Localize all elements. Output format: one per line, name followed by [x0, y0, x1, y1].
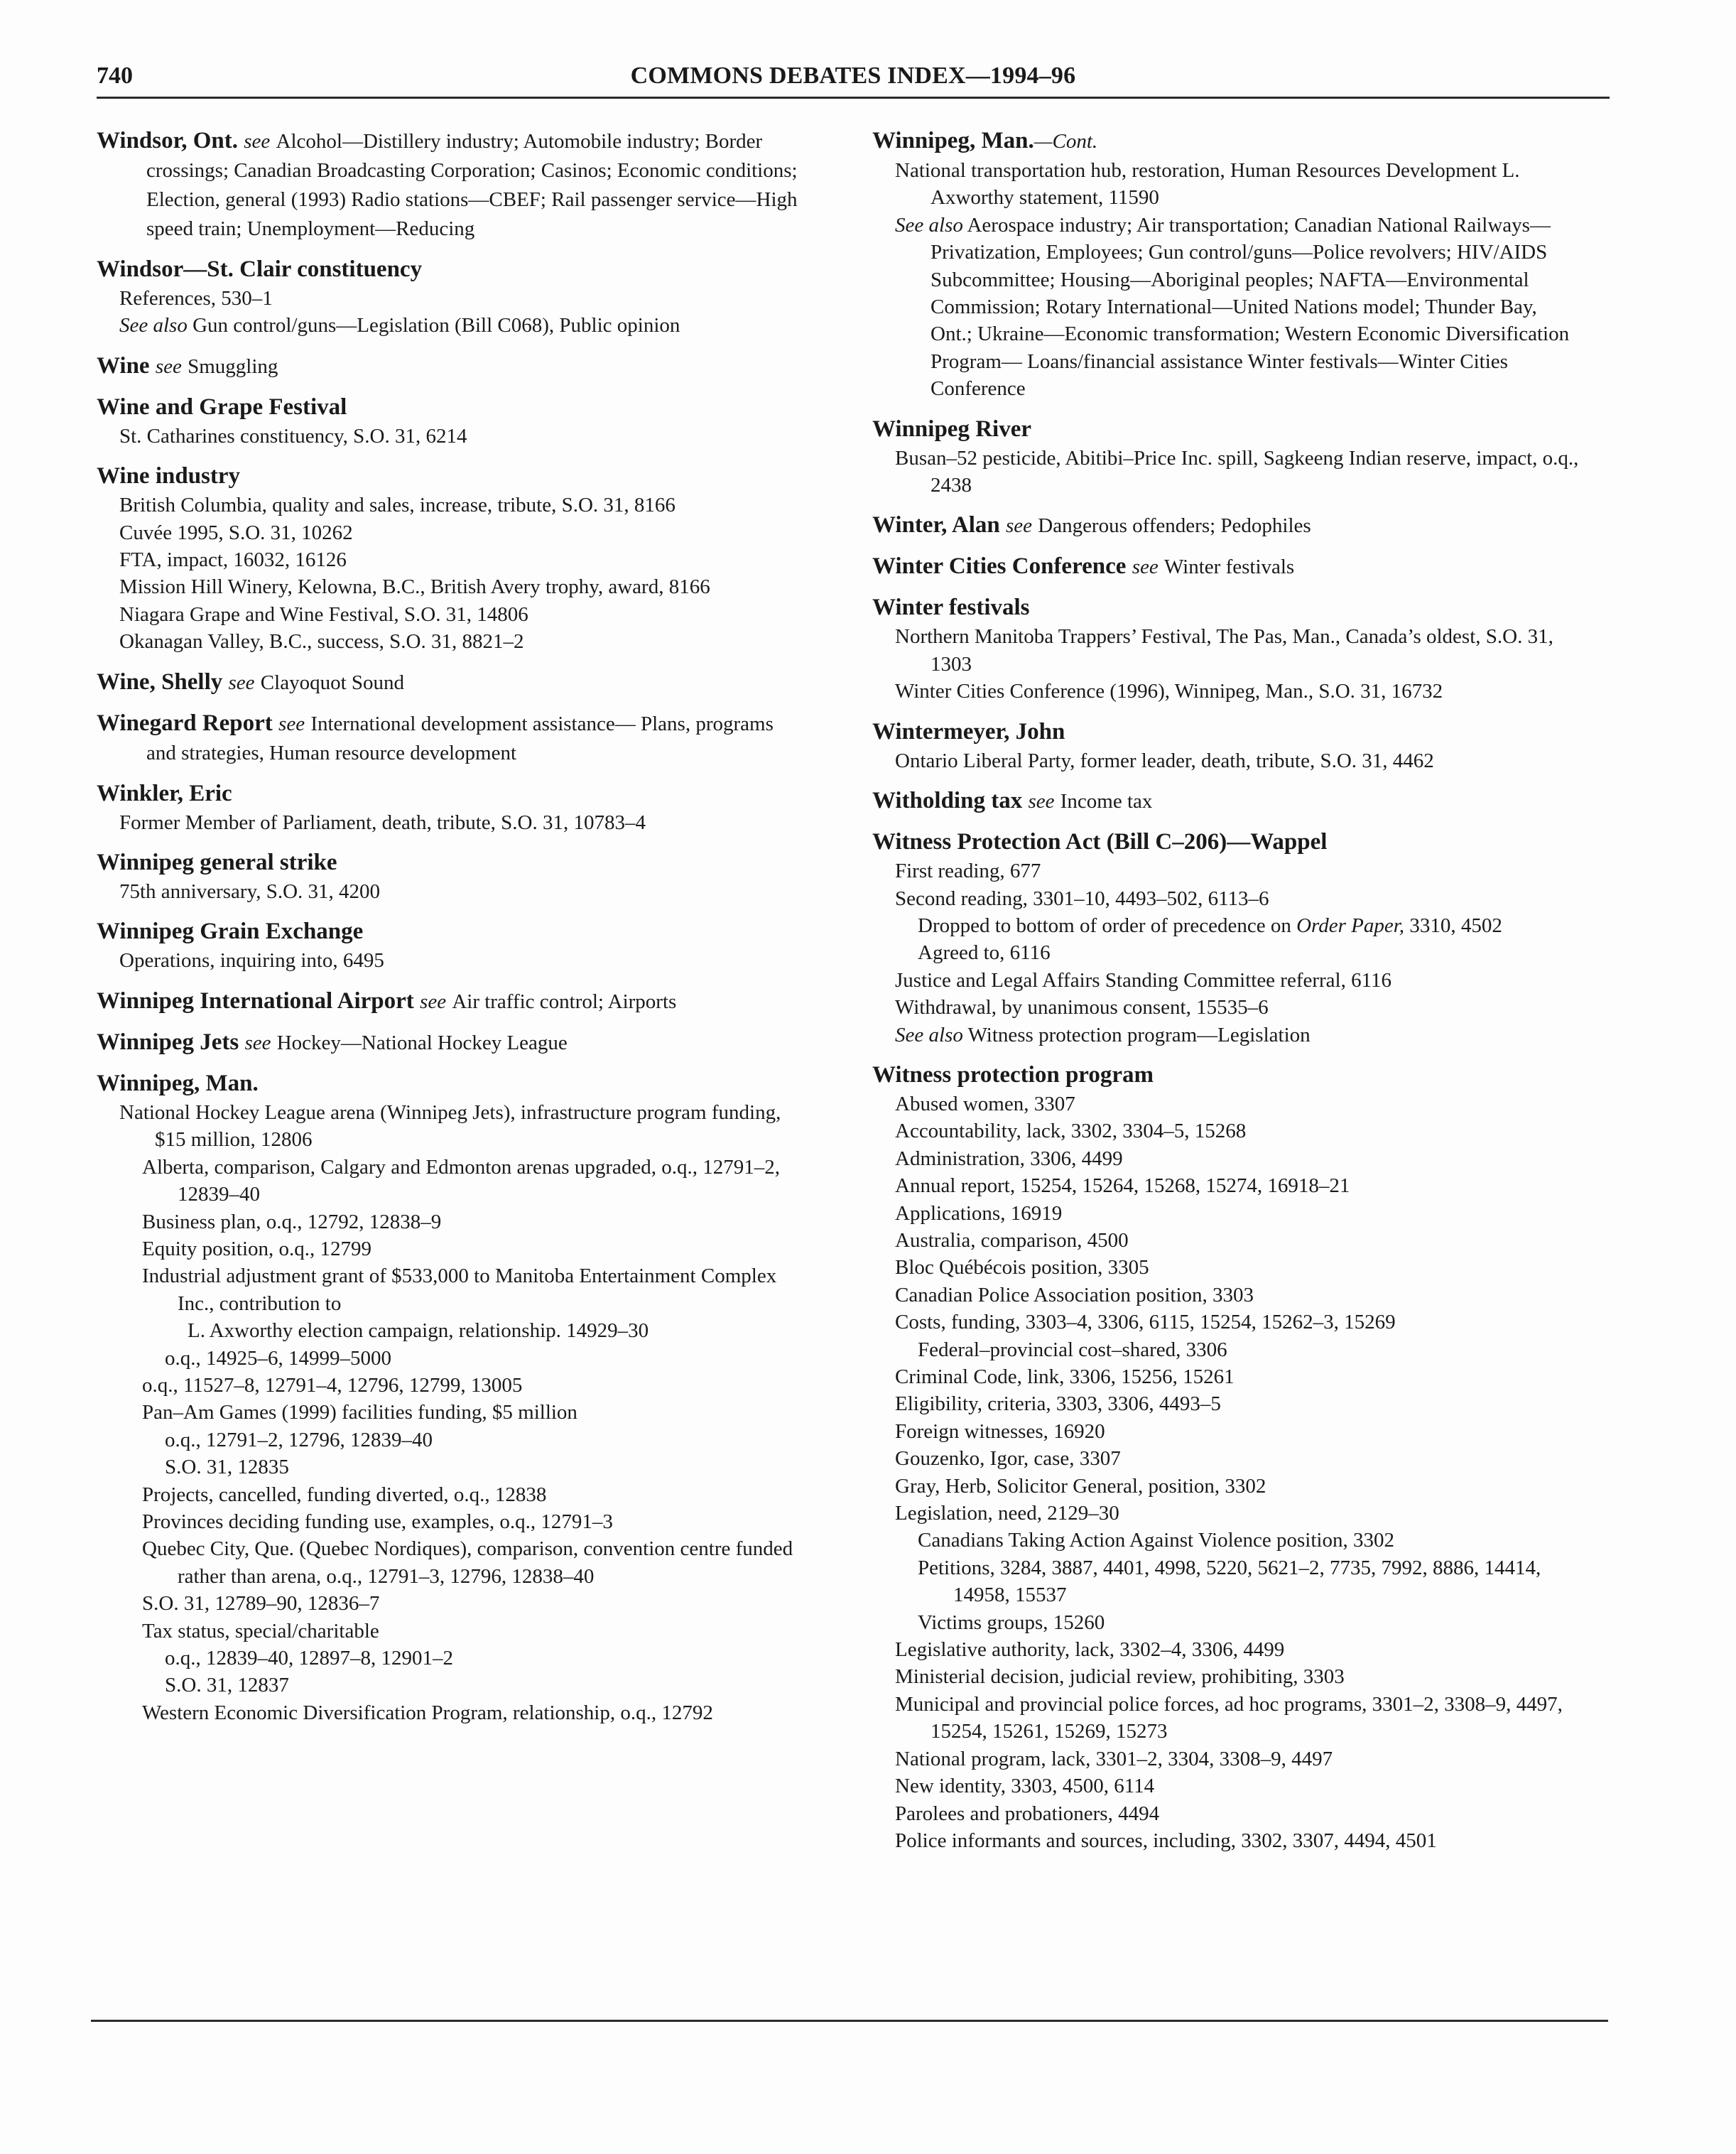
index-entry	[97, 1069, 807, 1726]
subentry	[872, 1090, 1583, 1117]
subentry	[872, 939, 1583, 966]
subentry	[872, 623, 1583, 678]
entry-heading	[872, 828, 1583, 856]
subentry-text: Police informants and sources, including, 3302, 3307, 4494, 4501	[895, 1829, 1437, 1852]
subentry-text: Legislation, need, 2129–30	[895, 1502, 1119, 1525]
see-reference-target: Dangerous offenders; Pedophiles	[1038, 514, 1311, 538]
subentry	[97, 573, 807, 600]
subentry-text: Justice and Legal Affairs Standing Committee referral, 6116	[895, 968, 1392, 992]
subentry	[872, 1445, 1583, 1472]
subentry-text: St. Catharines constituency, S.O. 31, 6214	[119, 424, 467, 448]
subentry-text: Okanagan Valley, B.C., success, S.O. 31, 8821–2	[119, 630, 524, 654]
subentry-text: Administration, 3306, 4499	[895, 1147, 1123, 1170]
subentry-text: 75th anniversary, S.O. 31, 4200	[119, 880, 381, 904]
subentry	[97, 1590, 807, 1617]
see-reference-label: see	[244, 130, 271, 153]
heading-term: Winter Cities Conference	[872, 553, 1127, 580]
subentry	[97, 312, 807, 339]
subentry-text: Legislative authority, lack, 3302–4, 3306, 4499	[895, 1638, 1285, 1662]
subentry	[97, 1208, 807, 1235]
subentry	[872, 1336, 1583, 1363]
entry-heading	[97, 393, 807, 421]
entry-heading	[872, 415, 1583, 443]
subentry	[872, 1527, 1583, 1554]
subentry	[872, 1473, 1583, 1500]
subentry-text: Accountability, lack, 3302, 3304–5, 15268	[895, 1120, 1247, 1143]
page-header	[97, 63, 1610, 98]
subentry-text: Winter Cities Conference (1996), Winnipeg, Man., S.O. 31, 16732	[895, 680, 1443, 703]
subentry	[97, 285, 807, 312]
page-number: 740	[97, 63, 133, 89]
entry-heading	[97, 126, 807, 243]
continued-label: —Cont.	[1034, 130, 1098, 153]
subentry-text: Quebec City, Que. (Quebec Nordiques), comparison, convention centre funded rather than arena, o.q., 12791–3, 12796, 12838–40	[142, 1537, 793, 1588]
index-entry	[97, 848, 807, 905]
subentry	[872, 967, 1583, 994]
subentry-text: British Columbia, quality and sales, increase, tribute, S.O. 31, 8166	[119, 494, 676, 517]
see-reference-label: see	[244, 1031, 271, 1054]
subentry-text: Cuvée 1995, S.O. 31, 10262	[119, 521, 353, 544]
subentry-text: Victims groups, 15260	[918, 1611, 1105, 1634]
left-column	[97, 126, 807, 1738]
see-reference-target: International development assistance— Plans, programs and strategies, Human resource development	[146, 712, 774, 764]
subentry	[872, 885, 1583, 912]
heading-term: Wine, Shelly	[97, 669, 223, 695]
subentry-italic: Order Paper,	[1296, 914, 1405, 937]
subentry-text: Pan–Am Games (1999) facilities funding, $5 million	[142, 1401, 577, 1424]
subentry	[872, 1117, 1583, 1144]
see-also-label: See also	[895, 1023, 963, 1046]
subentry	[97, 1645, 807, 1672]
subentry	[97, 423, 807, 450]
heading-term: Winegard Report	[97, 710, 273, 736]
index-entry	[97, 126, 807, 243]
entry-heading	[872, 1061, 1583, 1089]
subentry-text: Municipal and provincial police forces, ad hoc programs, 3301–2, 3308–9, 4497, 15254, 15261, 15269, 15273	[895, 1692, 1563, 1743]
index-entry	[872, 593, 1583, 705]
subentry-text: Equity position, o.q., 12799	[142, 1237, 372, 1260]
subentry-text: Northern Manitoba Trappers’ Festival, The Pas, Man., Canada’s oldest, S.O. 31, 1303	[895, 625, 1553, 676]
entry-heading	[872, 126, 1583, 156]
index-entry	[97, 462, 807, 655]
entry-heading	[872, 593, 1583, 622]
see-reference-label: see	[420, 990, 447, 1013]
see-reference-label: see	[278, 712, 305, 735]
subentry-text: Federal–provincial cost–shared, 3306	[918, 1338, 1227, 1361]
subentry-text: Ministerial decision, judicial review, prohibiting, 3303	[895, 1665, 1345, 1689]
index-entry	[872, 1061, 1583, 1854]
subentry	[872, 1609, 1583, 1636]
subentry	[97, 1672, 807, 1699]
subentry-text: Gray, Herb, Solicitor General, position, 3302	[895, 1474, 1266, 1498]
subentry	[872, 1254, 1583, 1281]
entry-heading	[97, 848, 807, 877]
subentry	[97, 878, 807, 905]
subentry	[97, 809, 807, 836]
subentry	[97, 1699, 807, 1726]
see-reference-label: see	[1132, 556, 1159, 579]
index-entry	[97, 987, 807, 1016]
subentry-text: S.O. 31, 12835	[165, 1456, 289, 1479]
subentry-text: Eligibility, criteria, 3303, 3306, 4493–5	[895, 1392, 1221, 1416]
entry-heading	[97, 779, 807, 808]
subentry-text: Operations, inquiring into, 6495	[119, 949, 384, 973]
entry-heading	[97, 987, 807, 1016]
subentry-text: Bloc Québécois position, 3305	[895, 1256, 1149, 1279]
subentry	[872, 1554, 1583, 1609]
subentry	[97, 1618, 807, 1645]
subentry-text: Niagara Grape and Wine Festival, S.O. 31, 14806	[119, 602, 528, 626]
subentry	[872, 1773, 1583, 1799]
subentry-text: National program, lack, 3301–2, 3304, 3308–9, 4497	[895, 1747, 1333, 1770]
entry-heading	[97, 1028, 807, 1057]
index-entry	[97, 393, 807, 450]
subentry	[872, 912, 1583, 939]
subentry-text: Aerospace industry; Air transportation; Canadian National Railways—Privatization, Employees; Gun control/guns—Police revolvers; HIV/AIDS Subcommittee; Housing—Aboriginal peoples; NAFTA—Environmental Commission; Rotary International—United Nations model; Thunder Bay, Ont.; Ukraine—Economic transformation; Western Economic Diversification Program— Loans/financial assistance Winter festivals—Winter Cities Conference	[931, 213, 1570, 401]
subentry	[97, 1372, 807, 1399]
heading-term: Windsor, Ont.	[97, 128, 238, 153]
subentry	[97, 492, 807, 519]
footer-rule	[91, 2020, 1608, 2022]
heading-term: Winter festivals	[872, 595, 1030, 621]
subentry-text: Industrial adjustment grant of $533,000 to Manitoba Entertainment Complex Inc., contribution to	[142, 1265, 777, 1315]
subentry-text: National transportation hub, restoration, Human Resources Development L. Axworthy statement, 11590	[895, 159, 1520, 210]
heading-term: Winter, Alan	[872, 512, 1000, 538]
see-reference-target: Smuggling	[188, 355, 278, 378]
subentry-text: Agreed to, 6116	[918, 941, 1051, 965]
subentry	[97, 1235, 807, 1262]
heading-term: Winnipeg, Man.	[872, 128, 1034, 153]
entry-heading	[97, 1069, 807, 1098]
see-reference-target: Hockey—National Hockey League	[276, 1031, 568, 1054]
subentry	[97, 628, 807, 655]
see-also-label: See also	[895, 213, 963, 237]
see-reference-label: see	[228, 671, 255, 694]
subentry-text: Business plan, o.q., 12792, 12838–9	[142, 1210, 442, 1233]
subentry	[97, 1454, 807, 1481]
subentry	[872, 1746, 1583, 1773]
subentry-text: Western Economic Diversification Program, relationship, o.q., 12792	[142, 1701, 713, 1724]
header-rule	[97, 97, 1610, 99]
subentry	[872, 747, 1583, 774]
subentry-text: Tax status, special/charitable	[142, 1619, 379, 1642]
subentry	[97, 1262, 807, 1317]
entry-heading	[97, 255, 807, 283]
subentry	[872, 1309, 1583, 1336]
subentry-text: References, 530–1	[119, 287, 273, 310]
subentry	[97, 1535, 807, 1590]
subentry-text: Costs, funding, 3303–4, 3306, 6115, 15254, 15262–3, 15269	[895, 1311, 1396, 1334]
subentry-text: o.q., 12839–40, 12897–8, 12901–2	[165, 1647, 453, 1669]
subentry-text: Canadians Taking Action Against Violence position, 3302	[918, 1529, 1394, 1552]
index-entry	[872, 415, 1583, 499]
subentry-text: Second reading, 3301–10, 4493–502, 6113–6	[895, 887, 1269, 910]
subentry	[872, 1022, 1583, 1049]
subentry-text: New identity, 3303, 4500, 6114	[895, 1775, 1155, 1798]
subentry-text: Ontario Liberal Party, former leader, death, tribute, S.O. 31, 4462	[895, 749, 1434, 772]
see-reference-label: see	[155, 355, 182, 378]
right-column	[872, 126, 1583, 1866]
heading-term: Witholding tax	[872, 788, 1023, 814]
heading-term: Winnipeg, Man.	[97, 1070, 259, 1096]
subentry-text: Australia, comparison, 4500	[895, 1228, 1129, 1252]
entry-heading	[97, 709, 807, 767]
subentry	[872, 1691, 1583, 1746]
subentry	[97, 1427, 807, 1454]
subentry	[872, 1827, 1583, 1854]
subentry	[872, 157, 1583, 212]
subentry	[872, 1390, 1583, 1417]
index-entry	[872, 828, 1583, 1049]
heading-term: Winkler, Eric	[97, 780, 232, 806]
subentry-text: Foreign witnesses, 16920	[895, 1419, 1105, 1443]
subentry-text: Canadian Police Association position, 3303	[895, 1283, 1254, 1306]
index-entry	[97, 668, 807, 697]
index-entry	[872, 786, 1583, 816]
subentry	[97, 1481, 807, 1508]
subentry	[872, 1227, 1583, 1254]
subentry	[97, 1317, 807, 1344]
subentry	[97, 1399, 807, 1426]
heading-term: Winnipeg Jets	[97, 1029, 239, 1055]
subentry	[872, 1145, 1583, 1172]
subentry-text: Witness protection program—Legislation	[962, 1023, 1311, 1046]
index-entry	[872, 511, 1583, 540]
index-entry	[97, 1028, 807, 1057]
entry-heading	[97, 668, 807, 697]
index-entry	[97, 352, 807, 381]
subentry	[872, 1418, 1583, 1445]
index-entry	[97, 779, 807, 836]
heading-term: Windsor—St. Clair constituency	[97, 256, 423, 282]
running-title: COMMONS DEBATES INDEX—1994–96	[630, 63, 1076, 89]
heading-term: Winnipeg general strike	[97, 850, 337, 876]
see-reference-label: see	[1005, 514, 1032, 538]
subentry-text: First reading, 677	[895, 860, 1041, 883]
subentry-text: o.q., 14925–6, 14999–5000	[165, 1346, 391, 1370]
heading-term: Winnipeg Grain Exchange	[97, 919, 364, 945]
subentry-text: L. Axworthy election campaign, relationship. 14929–30	[188, 1319, 649, 1343]
subentry-text: Provinces deciding funding use, examples, o.q., 12791–3	[142, 1510, 613, 1533]
subentry	[872, 1282, 1583, 1309]
heading-term: Witness protection program	[872, 1061, 1154, 1088]
entry-heading	[872, 511, 1583, 540]
subentry-text: Parolees and probationers, 4494	[895, 1802, 1160, 1825]
heading-term: Wine	[97, 352, 150, 379]
subentry-text: Abused women, 3307	[895, 1092, 1075, 1115]
subentry-text: Annual report, 15254, 15264, 15268, 15274, 16918–21	[895, 1174, 1350, 1198]
subentry-text: National Hockey League arena (Winnipeg Jets), infrastructure program funding, $15 million, 12806	[119, 1100, 781, 1152]
subentry-text: FTA, impact, 16032, 16126	[119, 548, 347, 572]
entry-heading	[97, 352, 807, 381]
see-reference-target: Winter festivals	[1163, 556, 1295, 579]
subentry-text: S.O. 31, 12837	[165, 1674, 289, 1697]
subentry-text: o.q., 12791–2, 12796, 12839–40	[165, 1428, 433, 1451]
subentry	[872, 678, 1583, 705]
entry-heading	[872, 786, 1583, 816]
see-reference-target: Income tax	[1060, 790, 1153, 813]
index-entry	[872, 126, 1583, 403]
subentry	[97, 1154, 807, 1208]
heading-term: Wintermeyer, John	[872, 718, 1065, 745]
subentry	[872, 445, 1583, 499]
subentry	[872, 1172, 1583, 1199]
subentry	[97, 519, 807, 546]
subentry	[872, 212, 1583, 403]
subentry-text: Projects, cancelled, funding diverted, o.q., 12838	[142, 1483, 547, 1506]
see-reference-target: Alcohol—Distillery industry; Automobile industry; Border crossings; Canadian Broadcasting Corporation; Casinos; Economic conditions; Election, general (1993) Radio stations—CBEF; Rail passenger service—High speed train; Unemployment—Reducing	[146, 130, 798, 240]
subentry-text: Withdrawal, by unanimous consent, 15535–6	[895, 996, 1269, 1019]
subentry	[872, 1800, 1583, 1827]
see-reference-target: Clayoquot Sound	[260, 671, 405, 694]
subentry-text: Busan–52 pesticide, Abitibi–Price Inc. spill, Sagkeeng Indian reserve, impact, o.q., 2438	[895, 446, 1579, 497]
subentry	[97, 546, 807, 573]
subentry-pages: 3310, 4502	[1404, 914, 1502, 937]
see-also-label: See also	[119, 314, 188, 337]
subentry	[872, 1663, 1583, 1690]
subentry-text: Mission Hill Winery, Kelowna, B.C., British Avery trophy, award, 8166	[119, 575, 710, 599]
heading-term: Winnipeg International Airport	[97, 987, 414, 1014]
subentry-text: S.O. 31, 12789–90, 12836–7	[142, 1592, 380, 1616]
index-entry	[872, 718, 1583, 774]
subentry	[97, 1345, 807, 1372]
subentry	[872, 1636, 1583, 1663]
entry-heading	[97, 462, 807, 490]
subentry-text: Former Member of Parliament, death, tribute, S.O. 31, 10783–4	[119, 811, 646, 834]
subentry	[97, 1099, 807, 1154]
subentry	[872, 1363, 1583, 1390]
index-entry	[97, 709, 807, 767]
see-reference-target: Air traffic control; Airports	[452, 990, 677, 1013]
entry-heading	[872, 718, 1583, 746]
subentry	[97, 601, 807, 628]
subentry-text: Gun control/guns—Legislation (Bill C068), Public opinion	[187, 314, 680, 337]
index-entry	[97, 917, 807, 974]
subentry-text: Gouzenko, Igor, case, 3307	[895, 1447, 1121, 1471]
subentry	[872, 1500, 1583, 1527]
index-entry	[872, 552, 1583, 581]
entry-heading	[97, 917, 807, 946]
subentry-text: Criminal Code, link, 3306, 15256, 15261	[895, 1365, 1235, 1388]
heading-term: Witness Protection Act (Bill C–206)—Wappel	[872, 829, 1328, 855]
subentry	[872, 1200, 1583, 1227]
subentry	[97, 1508, 807, 1535]
subentry-text: Alberta, comparison, Calgary and Edmonton arenas upgraded, o.q., 12791–2, 12839–40	[142, 1155, 780, 1206]
see-reference-label: see	[1028, 790, 1055, 813]
subentry-text: o.q., 11527–8, 12791–4, 12796, 12799, 13005	[142, 1373, 523, 1397]
heading-term: Wine industry	[97, 463, 241, 489]
subentry-text: Applications, 16919	[895, 1201, 1063, 1225]
subentry-text: Dropped to bottom of order of precedence on	[918, 914, 1297, 937]
subentry-text: Petitions, 3284, 3887, 4401, 4998, 5220, 5621–2, 7735, 7992, 8886, 14414, 14958, 15537	[918, 1556, 1541, 1607]
heading-term: Wine and Grape Festival	[97, 394, 347, 420]
heading-term: Winnipeg River	[872, 416, 1031, 442]
index-entry	[97, 255, 807, 340]
entry-heading	[872, 552, 1583, 581]
subentry	[872, 857, 1583, 884]
subentry	[872, 994, 1583, 1021]
subentry	[97, 947, 807, 974]
